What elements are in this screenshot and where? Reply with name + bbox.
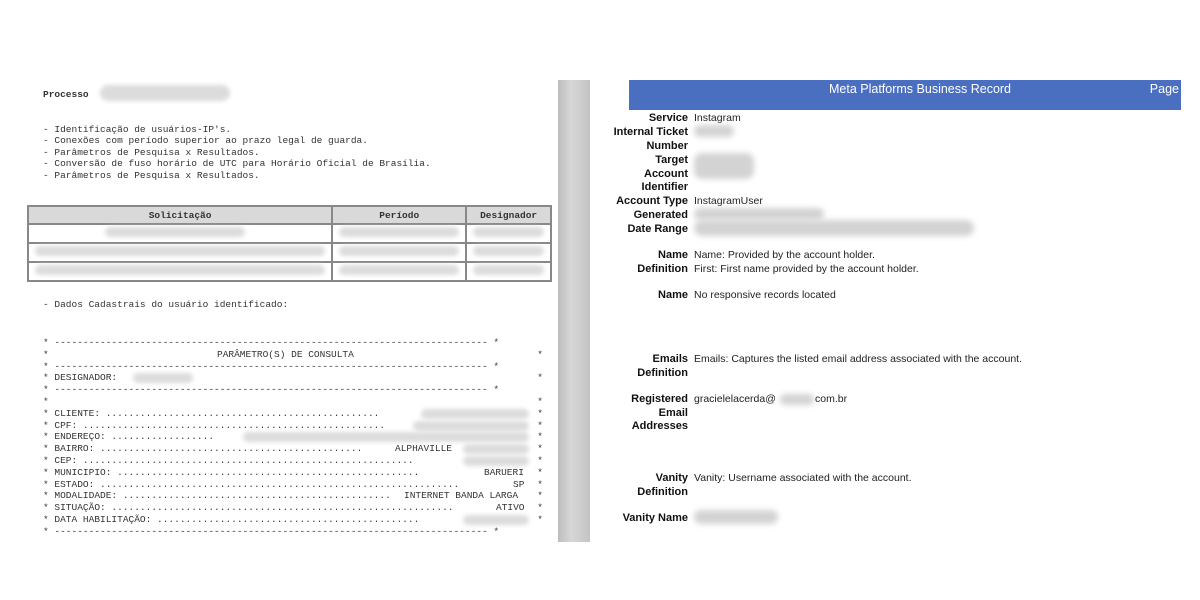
service-value: Instagram [694, 112, 741, 124]
field-value: BARUERI [484, 466, 524, 478]
list-item: - Parâmetros de Pesquisa x Resultados. [43, 146, 260, 158]
name-label: Name [658, 289, 688, 301]
meta-business-record [590, 0, 1200, 600]
redacted-value [421, 409, 529, 419]
redacted-value [473, 227, 544, 237]
account-type-label: Account Type [616, 195, 688, 207]
list-item: - Identificação de usuários-IP's. [43, 124, 232, 135]
box-border: * ---------------------------------------------------------------------------- * [43, 337, 500, 348]
redacted-value [243, 432, 529, 442]
table-cell [466, 243, 551, 262]
field-value: ALPHAVILLE [395, 443, 453, 455]
redacted-processo-number [100, 85, 230, 101]
box-border: * ---------------------------------------------------------------------------- * [43, 384, 500, 396]
field-row: * SITUAÇÃO: ............................................................ ATIVO * [43, 502, 543, 514]
target-label: Target Account Identifier [641, 154, 688, 194]
redacted-value [694, 153, 754, 179]
list-item: - Conversão de fuso horário de UTC para Horário Oficial de Brasília. [43, 158, 431, 170]
name-definition-label: Name Definition [637, 249, 688, 275]
field-row: * CEP: .......................................................... * [43, 454, 543, 466]
field-label: DATA HABILITAÇÃO: [54, 513, 152, 525]
generated-label: Generated [633, 209, 688, 221]
designador-row: * DESIGNADOR: * [43, 372, 543, 384]
registered-email-user: gracielelacerda@ [694, 393, 776, 405]
redacted-value [35, 265, 325, 275]
divider-strip [558, 80, 590, 542]
brazilian-isp-record [0, 0, 560, 600]
spacer-row: * * [43, 395, 543, 407]
table-header-row [28, 206, 551, 224]
field-row: * CLIENTE: ................................................ * [43, 407, 543, 419]
vanity-definition-value: Vanity: Username associated with the account. [694, 472, 912, 484]
redacted-value [694, 510, 778, 524]
box-title: PARÂMETRO(S) DE CONSULTA [217, 348, 354, 360]
name-definition-value: Name: Provided by the account holder. [694, 249, 875, 261]
redacted-value [463, 456, 529, 466]
registered-email-domain: com.br [815, 393, 848, 405]
table-cell [28, 262, 332, 281]
table-row [28, 224, 551, 243]
account-type-value: InstagramUser [694, 195, 763, 207]
processo-label: Processo [43, 89, 89, 100]
field-row: * DATA HABILITAÇÃO: .............................................. * [43, 513, 543, 525]
registered-email-label: Registered Email Addresses [631, 393, 688, 433]
list-item: - Parâmetros de Pesquisa x Resultados. [43, 169, 260, 181]
table-cell [466, 262, 551, 281]
field-row: * CPF: ..................................................... * [43, 419, 543, 431]
redacted-value [413, 421, 529, 431]
box-border: * ---------------------------------------------------------------------------- * [43, 525, 500, 537]
record-header [629, 80, 1181, 110]
table-row [28, 243, 551, 262]
field-label: MODALIDADE: [54, 490, 118, 502]
redacted-value [473, 265, 544, 275]
table-row [28, 262, 551, 281]
field-row: * ESTADO: ............................................................... SP * [43, 478, 543, 490]
redacted-value [339, 227, 459, 237]
field-row: * MODALIDADE: ............................................... INTERNET BANDA LARGA * [43, 490, 543, 502]
date-range-label: Date Range [627, 223, 688, 235]
redacted-value [694, 125, 734, 137]
vanity-name-label: Vanity Name [622, 512, 688, 524]
redacted-value [463, 515, 529, 525]
emails-definition-label: Emails Definition [637, 353, 688, 379]
field-value: ATIVO [496, 502, 525, 514]
field-label: BAIRRO: [54, 443, 95, 455]
box-title-row: * PARÂMETRO(S) DE CONSULTA * [43, 348, 543, 360]
vanity-definition-label: Vanity Definition [637, 472, 688, 498]
column-periodo: Período [332, 206, 466, 224]
table-cell [332, 262, 466, 281]
ticket-label: Internal Ticket Number [613, 126, 688, 152]
field-value: INTERNET BANDA LARGA [404, 490, 519, 502]
field-label: CEP: [54, 454, 78, 466]
box-border: * ---------------------------------------------------------------------------- * [43, 360, 500, 372]
redacted-value [694, 208, 824, 220]
field-value: SP [513, 478, 525, 490]
table-cell [466, 224, 551, 243]
record-title: Meta Platforms Business Record [829, 82, 1012, 96]
field-row: * BAIRRO: .............................................. ALPHAVILLE * [43, 443, 543, 455]
table-cell [332, 224, 466, 243]
name-definition-value-first: First: First name provided by the account holder. [694, 263, 919, 275]
column-solicitacao: Solicitação [28, 206, 332, 224]
redacted-value [780, 394, 814, 405]
table-cell [28, 243, 332, 262]
field-label: SITUAÇÃO: [54, 502, 106, 514]
parameter-list [43, 124, 431, 181]
table-cell [332, 243, 466, 262]
field-label: ENDEREÇO: [54, 431, 106, 443]
request-table [27, 205, 552, 282]
emails-definition-value: Emails: Captures the listed email address associated with the account. [694, 353, 1022, 365]
list-item: - Conexões com período superior ao prazo legal de guarda. [43, 135, 368, 147]
name-value: No responsive records located [694, 289, 836, 301]
field-label: MUNICIPIO: [54, 466, 112, 478]
redacted-value [35, 246, 325, 256]
redacted-value [473, 246, 544, 256]
page-label: Page [1149, 82, 1179, 96]
redacted-value [339, 265, 459, 275]
redacted-value [133, 373, 193, 383]
field-label: CLIENTE: [54, 407, 101, 419]
designador-label: DESIGNADOR: [54, 372, 118, 384]
field-row: * MUNICIPIO: ..................................................... BARUERI * [43, 466, 543, 478]
redacted-value [105, 227, 245, 237]
redacted-value [463, 444, 529, 454]
redacted-value [339, 246, 459, 256]
field-row: * ENDEREÇO: .................. * [43, 431, 543, 443]
field-label: ESTADO: [54, 478, 95, 490]
table-cell [28, 224, 332, 243]
field-label: CPF: [54, 419, 78, 431]
column-designador: Designador [466, 206, 551, 224]
service-label: Service [648, 112, 688, 124]
consulta-box [43, 337, 543, 538]
dados-heading: - Dados Cadastrais do usuário identificado: [43, 299, 289, 310]
redacted-value [694, 220, 974, 236]
